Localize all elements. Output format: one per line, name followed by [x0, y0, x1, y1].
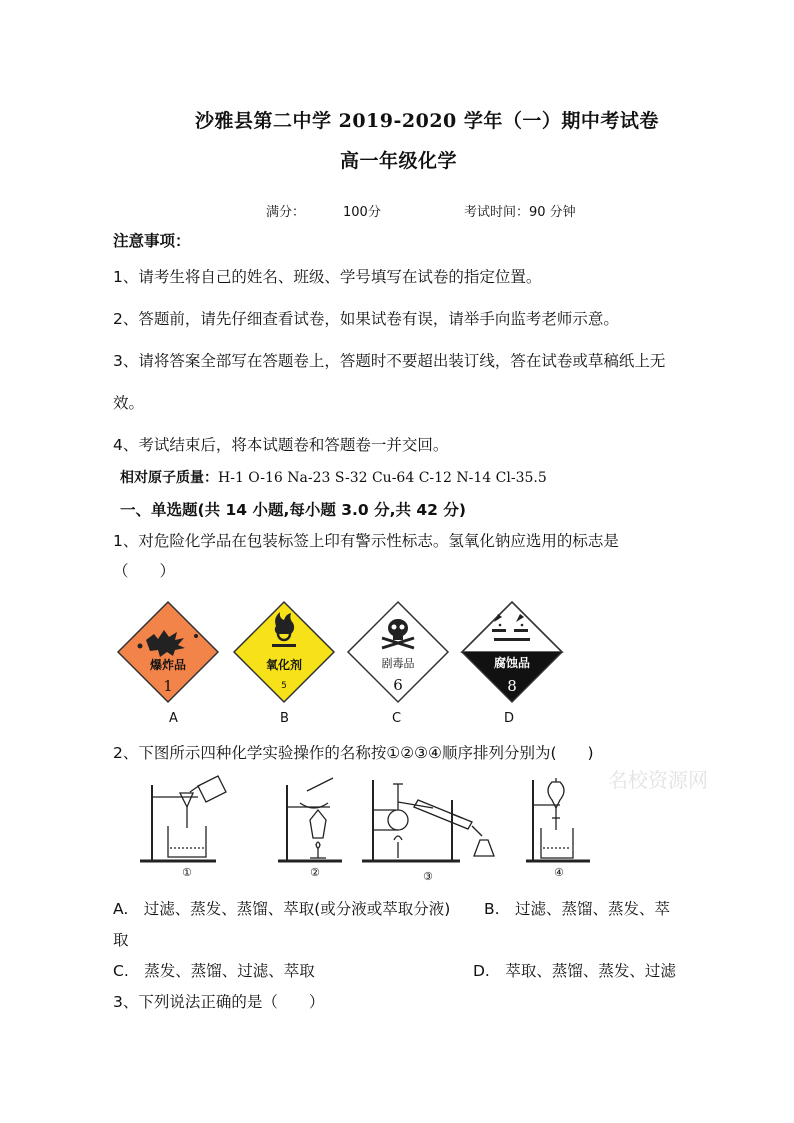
note-item-1: 1、请考生将自己的姓名、班级、学号填写在试卷的指定位置。	[113, 268, 542, 286]
sign-d-number: 8	[507, 677, 517, 695]
exam-subtitle: 高一年级化学	[340, 150, 458, 172]
sign-b-number: 5	[281, 681, 287, 691]
sign-d-letter: D	[504, 711, 515, 726]
note-item-3-cont: 效。	[113, 394, 145, 412]
q1-stem: 1、对危险化学品在包装标签上印有警示性标志。氢氧化钠应选用的标志是	[113, 532, 619, 550]
note-item-2: 2、答题前，请先仔细查看试卷，如果试卷有误，请举手向监考老师示意。	[113, 310, 619, 328]
sign-a-name: 爆炸品	[149, 658, 187, 672]
exam-title: 沙雅县第二中学 2019-2020 学年（一）期中考试卷	[195, 110, 659, 132]
apparatus-1-filtration	[140, 776, 226, 861]
apparatus-label-3: ③	[423, 870, 433, 883]
apparatus-label-2: ②	[310, 866, 320, 879]
sign-a-number: 1	[163, 677, 173, 695]
sign-b-letter: B	[280, 711, 289, 726]
q3-stem: 3、下列说法正确的是（ ）	[113, 993, 325, 1011]
sign-d-name: 腐蚀品	[493, 656, 531, 670]
score-label: 满分：	[266, 205, 306, 220]
sign-a-letter: A	[169, 711, 178, 726]
note-item-3: 3、请将答案全部写在答题卷上，答题时不要超出装订线，答在试卷或草稿纸上无	[113, 352, 666, 370]
apparatus-4-separation	[526, 778, 590, 861]
q2-option-b-cont: 取	[113, 931, 129, 949]
sign-c-number: 6	[393, 676, 403, 694]
q2-option-d: D. 萃取、蒸馏、蒸发、过滤	[473, 962, 676, 980]
sign-c-letter: C	[392, 711, 402, 726]
atomic-mass-values: H-1 O-16 Na-23 S-32 Cu-64 C-12 N-14 Cl-35.5	[218, 470, 547, 486]
apparatus-label-4: ④	[554, 866, 564, 879]
apparatus-label-1: ①	[182, 866, 192, 879]
notes-heading: 注意事项：	[113, 232, 191, 250]
watermark: 名校资源网	[608, 768, 708, 792]
apparatus-2-evaporation	[278, 778, 342, 861]
q2-option-c: C. 蒸发、蒸馏、过滤、萃取	[113, 962, 315, 980]
sign-b-name: 氧化剂	[265, 658, 303, 672]
time-label: 考试时间：90 分钟	[464, 205, 576, 220]
q2-option-b: B. 过滤、蒸馏、蒸发、萃	[484, 900, 671, 918]
section-1-heading: 一、单选题(共 14 小题,每小题 3.0 分,共 42 分)	[120, 501, 466, 519]
q2-option-a: A. 过滤、蒸发、蒸馏、萃取(或分液或萃取分液)	[113, 900, 451, 918]
atomic-mass-label: 相对原子质量：	[120, 470, 218, 486]
q1-blank: （ ）	[113, 562, 176, 580]
q2-stem: 2、下图所示四种化学实验操作的名称按①②③④顺序排列分别为( )	[113, 744, 594, 762]
apparatus-3-distillation	[362, 780, 494, 861]
score-value: 100分	[343, 205, 381, 220]
sign-c-name: 剧毒品	[381, 657, 415, 670]
note-item-4: 4、考试结束后，将本试题卷和答题卷一并交回。	[113, 436, 449, 454]
